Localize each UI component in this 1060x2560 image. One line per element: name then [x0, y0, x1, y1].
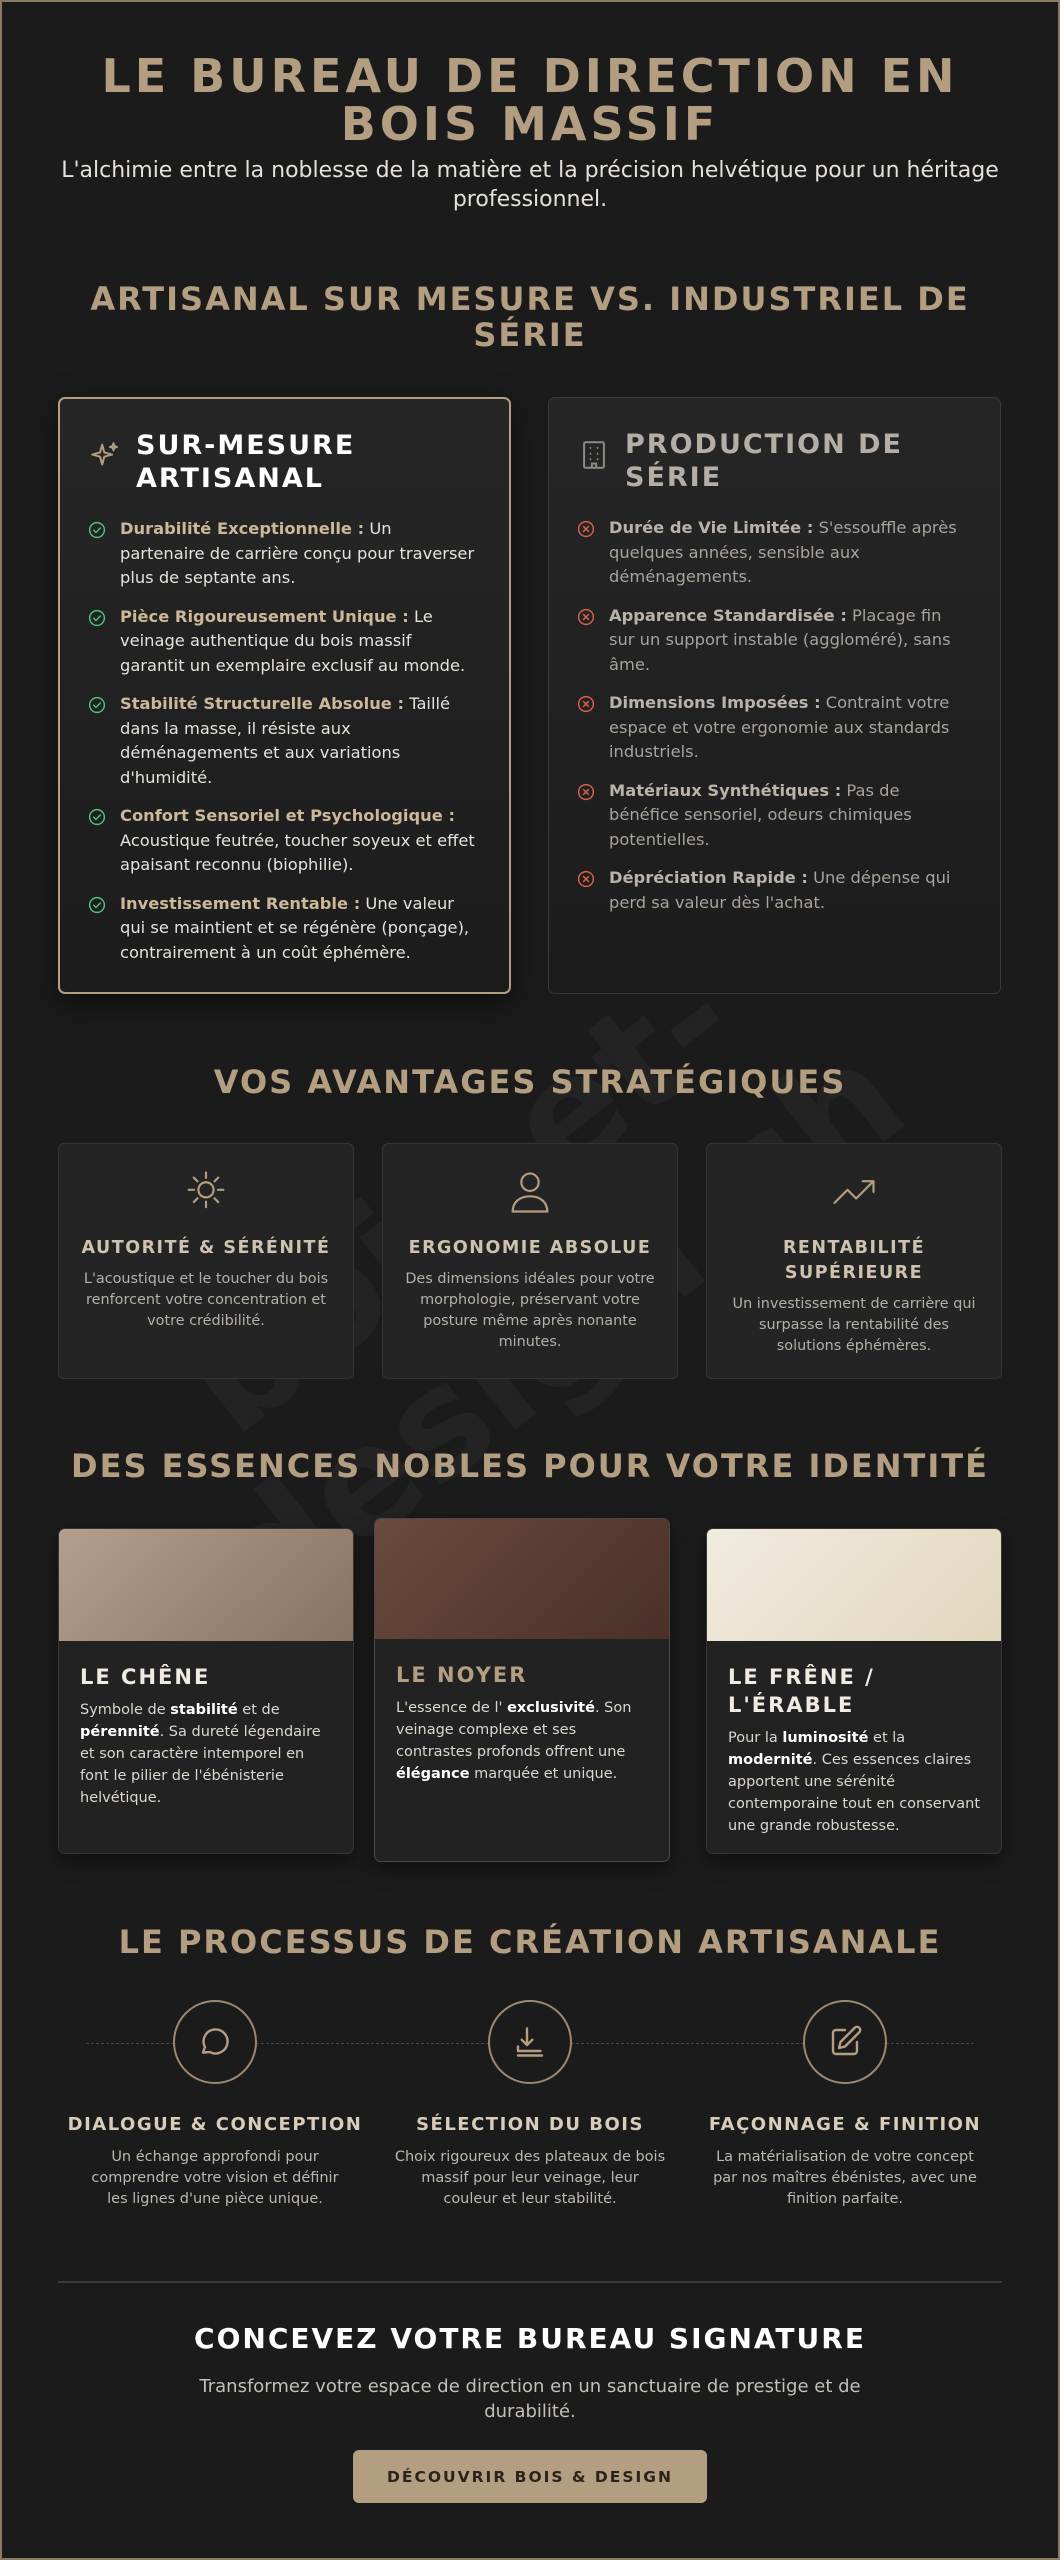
industrial-card-title: PRODUCTION DE SÉRIE	[625, 429, 903, 493]
x-circle-icon	[577, 870, 595, 888]
x-circle-icon	[577, 783, 595, 801]
artisanal-card-title: SUR-MESURE ARTISANAL	[136, 430, 356, 494]
x-circle-icon	[577, 520, 595, 538]
advantage-title: ERGONOMIE ABSOLUE	[408, 1238, 652, 1258]
comparison-item-text: Investissement Rentable : Une valeur qui se maintient et se régénère (ponçage), contrairement à un coût éphémère.	[120, 893, 470, 962]
cta-title: CONCEVEZ VOTRE BUREAU SIGNATURE	[194, 2322, 866, 2355]
comparison-item	[577, 516, 972, 590]
page-title: LE BUREAU DE DIRECTION EN BOIS MASSIF	[101, 49, 959, 151]
essence-desc: Symbole de stabilité et de pérennité. Sa dureté légendaire et son caractère intemporel en font le pilier de l'ébénisterie helvétique.	[80, 1702, 321, 1806]
check-circle-icon	[88, 609, 106, 627]
advantage-desc: Des dimensions idéales pour votre morphologie, préservant votre posture même après nonante minutes.	[405, 1271, 655, 1350]
comparison-item-text: Durée de Vie Limitée : S'essouffle après quelques années, sensible aux déménagements.	[609, 518, 957, 586]
essence-card-ash-maple	[706, 1528, 1002, 1854]
edit-pencil-icon	[827, 2024, 863, 2060]
check-circle-icon	[88, 896, 106, 914]
discover-button[interactable]: DÉCOUVRIR BOIS & DESIGN	[353, 2450, 707, 2503]
comparison-item	[88, 692, 481, 790]
comparison-item-text: Confort Sensoriel et Psychologique : Acoustique feutrée, toucher soyeux et effet apaisant reconnu (biophilie).	[120, 806, 475, 874]
cta-subtitle: Transformez votre espace de direction en un sanctuaire de prestige et de durabilité.	[199, 2376, 861, 2422]
advantage-desc: Un investissement de carrière qui surpasse la rentabilité des solutions éphémères.	[732, 1296, 976, 1354]
comparison-item-text: Pièce Rigoureusement Unique : Le veinage authentique du bois massif garantit un exemplaire exclusif au monde.	[120, 606, 466, 675]
essences-title: DES ESSENCES NOBLES POUR VOTRE IDENTITÉ	[71, 1447, 989, 1485]
step-title: FAÇONNAGE & FINITION	[708, 2114, 982, 2135]
step-desc: Un échange approfondi pour comprendre votre vision et définir les lignes d'une pièce unique.	[91, 2149, 339, 2207]
oak-wood-image	[59, 1529, 353, 1641]
essence-card-oak	[58, 1528, 354, 1854]
advantage-desc: L'acoustique et le toucher du bois renforcent votre concentration et votre crédibilité.	[83, 1271, 329, 1329]
check-circle-icon	[88, 521, 106, 539]
page-subtitle: L'alchimie entre la noblesse de la matière et la précision helvétique pour un héritage professionnel.	[61, 158, 999, 212]
person-icon	[504, 1166, 556, 1218]
essence-desc: L'essence de l' exclusivité. Son veinage complexe et ses contrastes profonds offrent une élégance marquée et unique.	[396, 1700, 632, 1782]
advantage-title: AUTORITÉ & SÉRÉNITÉ	[81, 1238, 331, 1258]
comparison-item	[577, 691, 972, 765]
check-circle-icon	[88, 696, 106, 714]
comparison-item	[88, 804, 481, 878]
process-step-finishing	[695, 2000, 995, 2210]
comparison-item-text: Matériaux Synthétiques : Pas de bénéfice sensoriel, odeurs chimiques potentielles.	[609, 780, 912, 849]
comparison-item-text: Apparence Standardisée : Placage fin sur un support instable (aggloméré), sans âme.	[609, 605, 951, 674]
comparison-title: ARTISANAL SUR MESURE VS. INDUSTRIEL DE SÉRIE	[90, 280, 970, 354]
advantage-card-authority	[58, 1143, 354, 1379]
comparison-item	[88, 892, 481, 966]
advantages-title: VOS AVANTAGES STRATÉGIQUES	[213, 1063, 847, 1101]
comparison-item-text: Durabilité Exceptionnelle : Un partenaire de carrière conçu pour traverser plus de septante ans.	[120, 519, 475, 587]
x-circle-icon	[577, 695, 595, 713]
advantage-card-ergonomics	[382, 1143, 678, 1379]
industrial-card	[548, 397, 1001, 994]
essence-title: LE FRÊNE / L'ÉRABLE	[728, 1665, 875, 1717]
chat-bubble-icon	[197, 2024, 233, 2060]
x-circle-icon	[577, 608, 595, 626]
artisanal-card	[58, 397, 511, 994]
ash-maple-wood-image	[707, 1529, 1001, 1641]
comparison-item-text: Dépréciation Rapide : Une dépense qui perd sa valeur dès l'achat.	[609, 868, 951, 912]
building-icon	[577, 438, 611, 472]
step-desc: Choix rigoureux des plateaux de bois massif pour leur veinage, leur couleur et leur stabilité.	[394, 2149, 666, 2207]
essence-title: LE NOYER	[396, 1663, 528, 1687]
essence-title: LE CHÊNE	[80, 1665, 211, 1689]
process-step-selection	[380, 2000, 680, 2210]
trending-up-icon	[828, 1166, 880, 1218]
selection-download-icon	[512, 2024, 548, 2060]
step-title: DIALOGUE & CONCEPTION	[67, 2114, 363, 2135]
walnut-wood-image	[375, 1519, 669, 1639]
check-circle-icon	[88, 808, 106, 826]
essence-desc: Pour la luminosité et la modernité. Ces essences claires apportent une sérénité contemporaine tout en conservant une grande robustesse.	[728, 1730, 981, 1834]
advantage-card-profitability	[706, 1143, 1002, 1379]
essence-card-walnut	[374, 1518, 670, 1862]
sun-icon	[180, 1166, 232, 1218]
comparison-item	[577, 604, 972, 678]
comparison-item	[577, 779, 972, 853]
comparison-item	[577, 866, 972, 915]
comparison-item	[88, 517, 481, 591]
section-divider	[58, 2281, 1002, 2283]
comparison-item-text: Stabilité Structurelle Absolue : Taillé dans la masse, il résiste aux déménagements et aux variations d'humidité.	[120, 694, 451, 787]
sparkles-icon	[88, 439, 122, 473]
advantage-title: RENTABILITÉ SUPÉRIEURE	[782, 1238, 926, 1283]
step-desc: La matérialisation de votre concept par nos maîtres ébénistes, avec une finition parfaite.	[713, 2149, 977, 2207]
comparison-item	[88, 605, 481, 679]
step-title: SÉLECTION DU BOIS	[416, 2114, 644, 2135]
comparison-item-text: Dimensions Imposées : Contraint votre espace et votre ergonomie aux standards industriels.	[609, 693, 950, 761]
process-step-dialogue	[65, 2000, 365, 2210]
process-title: LE PROCESSUS DE CRÉATION ARTISANALE	[118, 1923, 942, 1961]
